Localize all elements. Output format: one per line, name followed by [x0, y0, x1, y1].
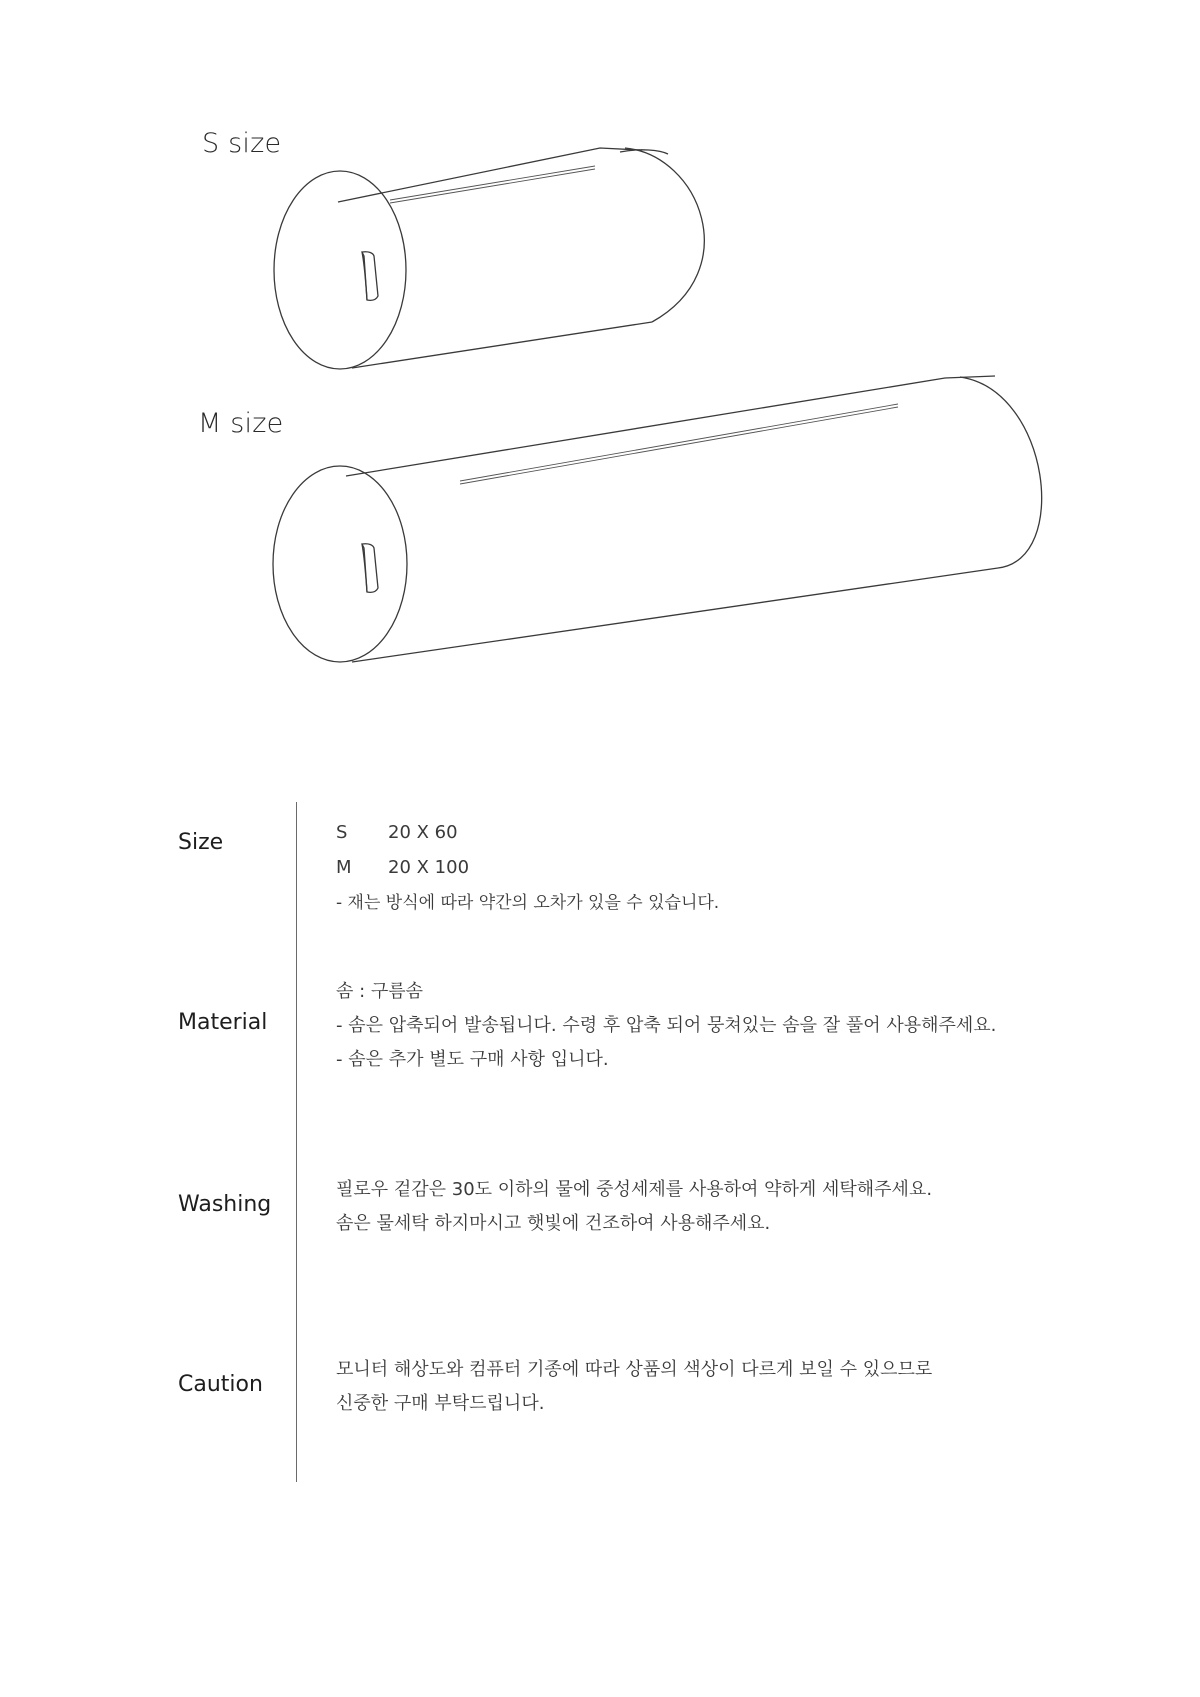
small-pillow-drawing — [274, 148, 704, 369]
size-value: 20 X 60 — [388, 821, 458, 843]
caution-details — [336, 1353, 932, 1421]
medium-size-title: M size — [198, 408, 284, 439]
size-details — [336, 815, 719, 920]
caution-line: 신중한 구매 부탁드립니다. — [336, 1393, 545, 1414]
material-line: - 솜은 추가 별도 구매 사항 입니다. — [336, 1049, 609, 1070]
material-line: 솜 : 구름솜 — [336, 981, 424, 1002]
washing-label: Washing — [178, 1192, 272, 1217]
material-line: - 솜은 압축되어 발송됩니다. 수령 후 압축 되어 뭉쳐있는 솜을 잘 풀어 사용해주세요. — [336, 1015, 997, 1036]
caution-label: Caution — [178, 1372, 263, 1397]
size-label: Size — [178, 830, 224, 855]
size-row-s — [336, 815, 719, 850]
small-size-title: S size — [202, 128, 282, 159]
washing-line: 필로우 겉감은 30도 이하의 물에 중성세제를 사용하여 약하게 세탁해주세요. — [336, 1179, 933, 1200]
size-key: M — [336, 856, 352, 878]
size-row-m — [336, 850, 719, 885]
material-label: Material — [178, 1010, 268, 1035]
material-details — [336, 975, 996, 1077]
caution-line: 모니터 해상도와 컴퓨터 기종에 따라 상품의 색상이 다르게 보일 수 있으므로 — [336, 1359, 933, 1380]
vertical-divider — [296, 802, 297, 1482]
washing-line: 솜은 물세탁 하지마시고 햇빛에 건조하여 사용해주세요. — [336, 1213, 771, 1234]
size-key: S — [336, 821, 348, 843]
medium-pillow-drawing — [273, 376, 1042, 662]
size-note: - 재는 방식에 따라 약간의 오차가 있을 수 있습니다. — [336, 893, 720, 913]
size-value: 20 X 100 — [388, 856, 470, 878]
pillow-illustrations — [0, 0, 1200, 760]
washing-details — [336, 1173, 932, 1241]
